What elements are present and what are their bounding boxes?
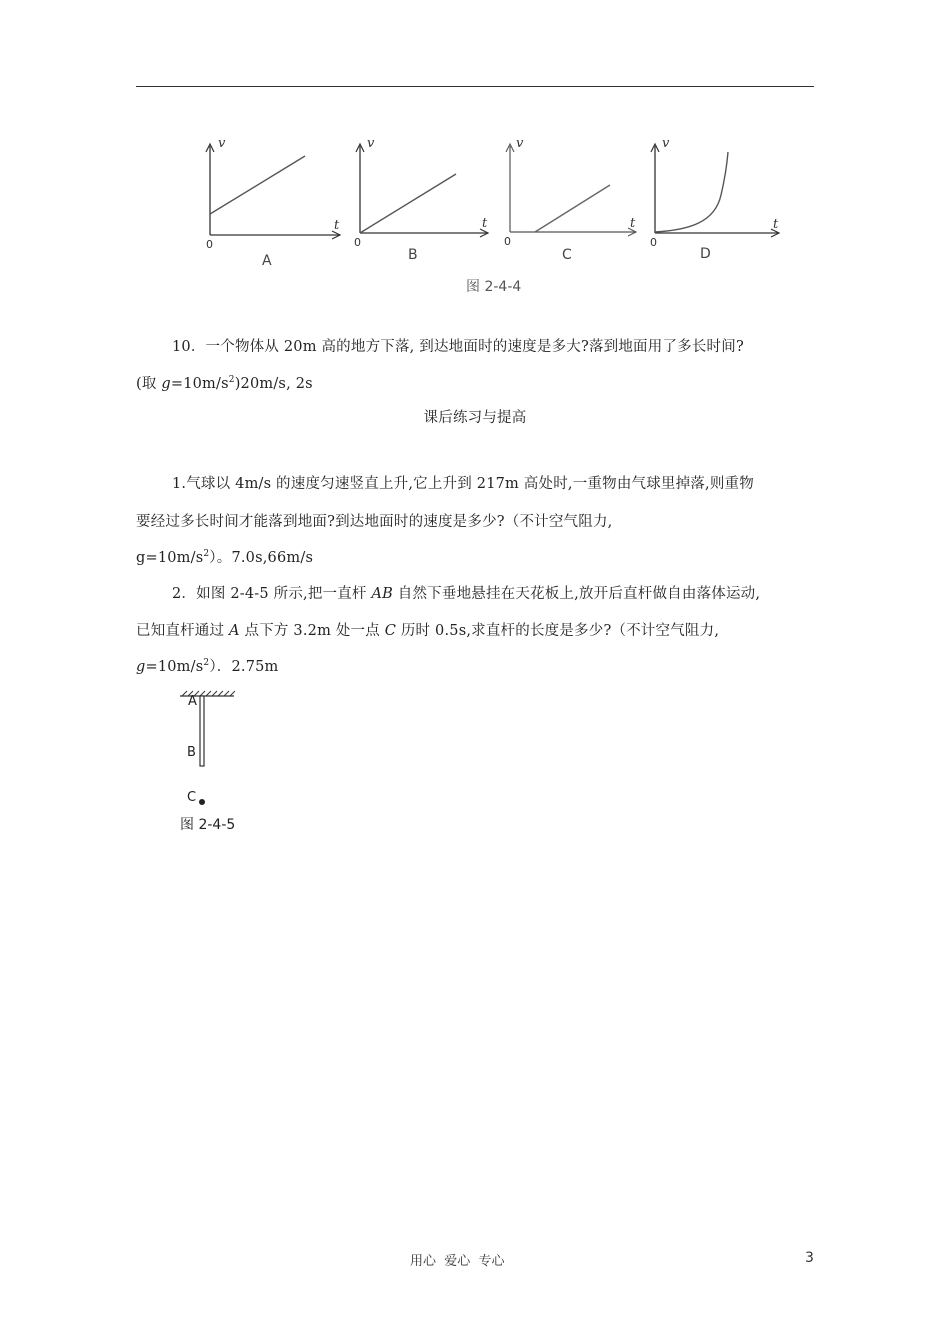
p1-line-3 [136,546,313,567]
graph-d-svg [645,140,795,250]
q10-g-symbol: g [161,376,171,392]
p2-ab-symbol: AB [371,586,393,602]
p2-g-symbol: g [136,659,146,675]
q10-line-2 [136,372,313,393]
vt-graph-d [645,136,780,270]
q10-text: =10m/s [170,376,229,392]
graph-c-origin: 0 [504,235,511,248]
p1-answer: ）。7.0s,66m/s [209,550,314,566]
label-b: B [187,745,196,760]
graph-d-t-label: t [773,217,779,232]
label-c: C [187,790,197,805]
page-number: 3 [805,1250,814,1266]
graph-c-t-label: t [630,216,636,231]
q10-line-1: 10．一个物体从 20m 高的地方下落, 到达地面时的速度是多大?落到地面用了多长时间? [172,339,744,355]
p2-text: 已知直杆通过 [136,623,230,639]
header-rule [136,86,814,87]
graph-b-t-label: t [482,216,488,231]
p2-text: =10m/s [145,659,204,675]
graph-d-v-label: v [662,136,670,151]
p1-text: g=10m/s [136,550,204,566]
vt-graph-b [350,136,488,270]
p1-line-2: 要经过多长时间才能落到地面?到达地面时的速度是多少?（不计空气阻力, [136,514,613,530]
graph-c-label: C [562,247,572,263]
vt-graph-c [500,136,636,270]
rod [200,696,204,766]
p2-c-symbol: C [384,623,397,639]
graph-b-svg [350,140,500,250]
p2-text: 点下方 3.2m 处一点 [239,623,385,639]
p2-text: 自然下垂地悬挂在天花板上,放开后直杆做自由落体运动, [392,586,761,602]
p2-text: 历时 0.5s,求直杆的长度是多少?（不计空气阻力, [396,623,720,639]
q10-answer: )20m/s, 2s [234,376,313,392]
footer-motto: 用心 爱心 专心 [410,1254,505,1269]
section-title: 课后练习与提高 [423,410,527,426]
p1-line-1: 1.气球以 4m/s 的速度匀速竖直上升,它上升到 217m 高处时,一重物由气球里掉落,则重物 [172,476,754,492]
label-a: A [188,694,197,709]
graph-a-origin: 0 [206,238,213,251]
p1-sup: 2 [203,549,210,559]
p2-sup: 2 [203,658,210,668]
graph-d-curve [655,152,728,232]
p2-text: 2．如图 2-4-5 所示,把一直杆 [172,586,372,602]
graph-a-v-label: v [218,136,226,151]
figure-caption-2-4-4: 图 2-4-4 [466,279,522,295]
graph-c-svg [500,140,650,250]
vt-graph-a [200,136,340,270]
graph-b-line [360,174,456,233]
p2-line-2 [136,619,719,640]
graph-b-v-label: v [367,136,375,151]
graph-c-line [535,185,610,232]
graph-d-label: D [700,246,711,262]
figure-2-4-5 [176,690,256,840]
graph-c-v-label: v [516,136,524,151]
p2-line-3 [136,655,279,676]
p2-line-1 [172,582,760,603]
graph-a-line [210,156,305,214]
q10-text: (取 [136,376,162,392]
q10-sup: 2 [228,375,235,385]
graph-b-origin: 0 [354,236,361,249]
point-c [199,799,205,805]
p2-answer: ）．2.75m [209,659,279,675]
graph-a-label: A [262,253,272,269]
graph-a-t-label: t [334,218,340,233]
graph-b-label: B [408,247,418,263]
graph-d-origin: 0 [650,236,657,249]
graph-a-svg [200,140,350,250]
p2-a-symbol: A [229,623,240,639]
figure-caption-2-4-5: 图 2-4-5 [180,817,236,833]
